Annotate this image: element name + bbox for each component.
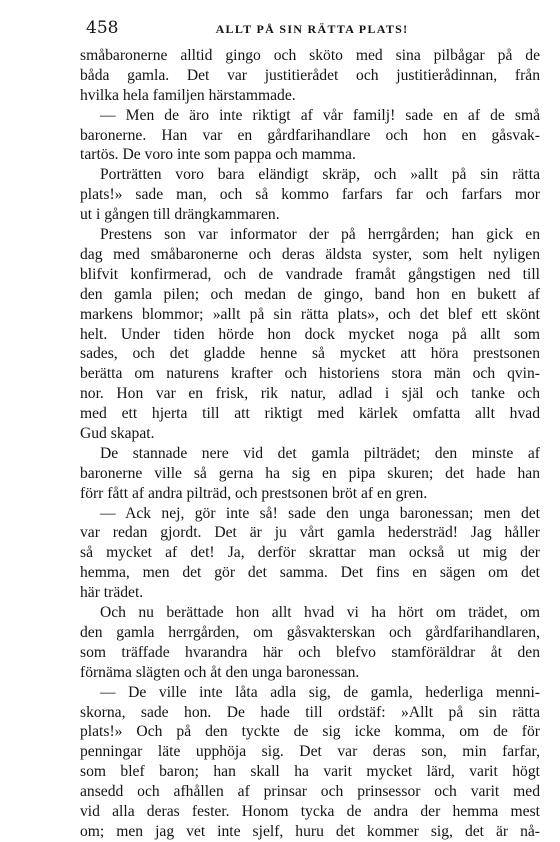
- text-line: helt. Under tiden hörde hon dock mycket noga på allt som: [80, 325, 540, 343]
- text-line: båda gamla. Det var justitierådet och justitierådinnan, från: [80, 66, 540, 84]
- text-line: plats!» Och på den tyckte de sig icke komma, om de för: [80, 723, 540, 741]
- body-text: [80, 46, 540, 842]
- text-line: småbaronerne alltid gingo och sköto med sina pilbågar på de: [80, 47, 540, 64]
- text-line: den gamla pilen; och medan de gingo, band hon en bukett af: [80, 285, 540, 303]
- text-line: Prestens son var informator der på herrgården; han gick en: [100, 226, 540, 244]
- text-line: förnäma slägten och åt den unga baronessan.: [80, 663, 360, 681]
- text-line: — De ville inte låta adla sig, de gamla, hederliga menni-: [100, 683, 540, 701]
- text-line: om; men jag vet inte sjelf, huru det kommer sig, det är nå-: [80, 822, 540, 840]
- text-line: Porträtten voro bara eländigt skräp, och »allt på sin rätta: [100, 166, 540, 184]
- text-line: baronerne. Han var en gårdfarihandlare och hon en gåsvak-: [80, 126, 540, 144]
- text-line: dag med småbaronerne och deras äldsta syster, som helt nyligen: [80, 245, 540, 263]
- text-line: här trädet.: [80, 584, 144, 602]
- text-line: den gamla herrgården, om gåsvakterskan och gårdfarihandlaren,: [80, 623, 540, 641]
- text-line: vid alla deras fester. Honom tycka de andra der hemma mest: [80, 802, 540, 820]
- running-title: ALLT PÅ SIN RÄTTA PLATS!: [215, 22, 409, 36]
- text-line: ut i gången till drängkammaren.: [80, 206, 280, 224]
- text-line: som träffade hvarandra här och blefvo stamföräldrar åt den: [80, 643, 540, 661]
- text-line: sades, och det gladde henne så mycket att höra prestsonen: [80, 345, 540, 363]
- text-line: tartös. De voro inte som pappa och mamma.: [80, 146, 356, 164]
- text-line: De stannade nere vid det gamla pilträdet; den minste af: [100, 444, 540, 462]
- text-line: så mycket af det! Ja, derför skrattar man också ut mig der: [80, 544, 540, 562]
- text-line: förr fått af andra pilträd, och prestsonen bröt af en gren.: [80, 484, 428, 502]
- text-line: Gud skapat.: [80, 424, 155, 442]
- text-line: — Men de äro inte riktigt af vår familj! sade en af de små: [100, 106, 540, 124]
- page-number: 458: [86, 18, 119, 38]
- text-line: Och nu berättade hon allt hvad vi ha hört om trädet, om: [100, 604, 540, 622]
- text-line: som blef baron; han skall ha varit mycket lärd, varit högt: [80, 763, 540, 781]
- text-line: markens blommor; »allt på sin rätta plats», och det blef ett skönt: [80, 305, 540, 323]
- text-line: baronerne ville så gerna ha sig en pipa skuren; det hade han: [80, 464, 540, 482]
- text-line: penningar läte upphöja sig. Det var deras son, min farfar,: [80, 743, 540, 761]
- text-line: blifvit konfirmerad, och de vandrade framåt gångstigen ned till: [80, 265, 540, 283]
- text-line: hemma, men det gör det samma. Det fins en sägen om det: [80, 564, 540, 582]
- text-line: ansedd och afhållen af prinsar och prinsessor och varit med: [80, 783, 540, 801]
- text-line: nor. Hon var en frisk, rik natur, adlad i själ och tanke och: [80, 385, 540, 403]
- text-line: var redan gjordt. Det är ju vårt gamla hedersträd! Jag håller: [80, 524, 540, 542]
- text-line: hvilka hela familjen härstammade.: [80, 86, 296, 104]
- text-line: plats!» sade man, och så kommo farfars far och farfars mor: [80, 186, 540, 204]
- text-line: — Ack nej, gör inte så! sade den unga baronessan; men det: [100, 504, 540, 522]
- text-line: skorna, sade hon. De hade till ordstäf: »Allt på sin rätta: [80, 703, 540, 721]
- text-line: med ett hjerta till att riktigt med kärlek omfatta allt hvad: [80, 405, 540, 423]
- text-line: berätta om naturens krafter och historiens stora män och qvin-: [80, 365, 540, 383]
- page-header: [86, 18, 538, 42]
